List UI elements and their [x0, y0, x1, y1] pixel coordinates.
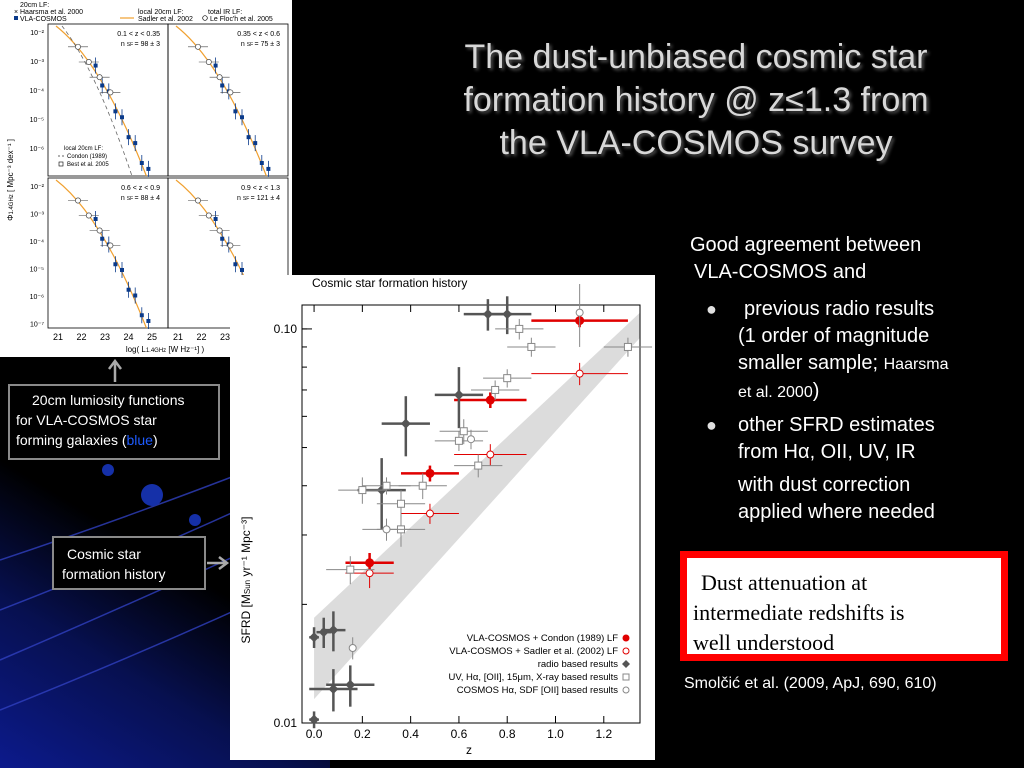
lf-xtick: 22 — [196, 332, 207, 342]
sfrd-ytick-label: 0.01 — [273, 716, 297, 730]
sfrd-xtick-label: 0.4 — [402, 727, 419, 741]
sfrd-callout — [52, 536, 206, 590]
callout-line: forming galaxies (blue) — [16, 432, 158, 448]
lf-xtick: 21 — [52, 332, 64, 342]
bullet-list — [690, 232, 1000, 526]
sfrd-ytick-label: 0.10 — [273, 321, 297, 336]
highlight-box — [680, 551, 1008, 661]
lf-xtick: 21 — [172, 332, 184, 342]
lf-panel-redshift: 0.6 < z < 0.9 — [121, 185, 160, 192]
lf-ylabel: Φ1.4GHz [ Mpc⁻³ dex⁻¹ ] — [6, 139, 15, 221]
lf-ytick: 10⁻³ — [30, 59, 44, 66]
lf-panel-count: n SF = 88 ± 4 — [120, 195, 160, 202]
callout-line: 20cm lumiosity functions — [32, 392, 185, 408]
bullet-continuation: with dust correction applied where needed — [738, 474, 935, 523]
sfrd-xtick-label: 1.0 — [547, 727, 564, 741]
citation: Smolčić et al. (2009, ApJ, 690, 610) — [684, 675, 937, 692]
arrow-up-icon — [109, 361, 121, 382]
lf-panel-redshift: 0.9 < z < 1.3 — [241, 185, 280, 192]
bullet-item: ● previous radio results (1 order of magnitude smaller sample; Haarsma et al. 2000) — [706, 298, 949, 402]
lf-legend-lefloch: Le Floc'h et al. 2005 — [210, 16, 273, 23]
bullet-dot-icon: ● — [706, 299, 717, 319]
lf-legend-sadler: Sadler et al. 2002 — [138, 16, 193, 23]
lf-panel-count: n SF = 98 ± 3 — [120, 41, 160, 48]
blue-highlight: blue — [126, 432, 153, 448]
lf-legend-haarsma: Haarsma et al. 2000 — [20, 9, 84, 16]
bullet-item: ● other SFRD estimates from Hα, OII, UV, IR — [706, 414, 935, 463]
lf-inner-legend-condon: Condon (1989) — [67, 154, 108, 160]
slide-title-line: the VLA-COSMOS survey — [499, 124, 893, 162]
highlight-text: Dust attenuation at intermediate redshifts is well understood — [687, 558, 1001, 654]
sfrd-xtick-label: 0.6 — [450, 727, 468, 741]
sfrd-xtick-label: 0.2 — [354, 727, 371, 741]
slide-title-line: The dust-unbiased cosmic star — [464, 38, 928, 76]
slide-title-line: formation history @ z≤1.3 from — [463, 81, 929, 119]
sfrd-legend-label: COSMOS Hα, SDF [OII] based results — [456, 685, 618, 696]
lf-panel-redshift: 0.1 < z < 0.35 — [117, 31, 160, 38]
lf-xtick: 23 — [219, 332, 231, 342]
sfrd-xtick-label: 0.0 — [305, 727, 323, 741]
lf-ytick: 10⁻⁶ — [29, 294, 44, 301]
lf-ytick: 10⁻⁷ — [29, 321, 44, 329]
sfrd-legend-label: UV, Hα, [OII], 15μm, X-ray based results — [448, 672, 618, 683]
lf-xtick: 25 — [146, 332, 158, 342]
callout-line: for VLA-COSMOS star — [16, 412, 157, 428]
sfrd-ylabel: SFRD [MSun yr⁻¹ Mpc⁻³] — [239, 516, 253, 644]
lf-ytick: 10⁻² — [30, 30, 44, 37]
sfrd-xtick-label: 0.8 — [498, 727, 516, 741]
lf-panel-count: n SF = 121 ± 4 — [237, 195, 280, 202]
lf-ytick: 10⁻⁶ — [29, 146, 44, 153]
bullet-intro: Good agreement between VLA-COSMOS and — [690, 234, 922, 283]
sfrd-xlabel: z — [466, 743, 472, 757]
lf-legend-ir: total IR LF: — [208, 9, 243, 16]
lf-ytick: 10⁻⁵ — [29, 266, 44, 274]
lf-ytick: 10⁻⁵ — [29, 117, 44, 124]
lf-ytick: 10⁻⁴ — [29, 88, 44, 95]
arrow-right-icon — [207, 557, 227, 569]
lf-legend-local: local 20cm LF: — [138, 9, 184, 16]
lf-inner-legend-title: local 20cm LF: — [64, 146, 104, 152]
lf-legend-vla: VLA-COSMOS — [20, 16, 67, 23]
lf-xtick: 24 — [123, 332, 134, 342]
sfrd-legend-label: radio based results — [537, 659, 618, 670]
sfrd-legend-label: VLA-COSMOS + Sadler et al. (2002) LF — [449, 646, 618, 657]
lf-panel-count: n SF = 75 ± 3 — [240, 41, 280, 48]
lf-xlabel: log( L1.4GHz [W Hz⁻¹] ) — [125, 345, 205, 354]
lf-ytick: 10⁻² — [30, 184, 44, 191]
bullet-dot-icon: ● — [706, 415, 717, 435]
lf-xtick: 23 — [99, 332, 111, 342]
lf-legend-title: 20cm LF: — [20, 2, 50, 9]
callout-line: Cosmic star — [67, 546, 141, 562]
lf-inner-legend-best: Best et al. 2005 — [67, 162, 109, 168]
lf-ytick: 10⁻³ — [30, 211, 44, 219]
callout-line: formation history — [62, 566, 166, 582]
lf-callout — [8, 384, 220, 460]
lf-ytick: 10⁻⁴ — [29, 239, 44, 246]
lf-xtick: 22 — [76, 332, 87, 342]
haarsma-marker-icon: × — [14, 9, 19, 16]
lf-panel-redshift: 0.35 < z < 0.6 — [237, 31, 280, 38]
sfrd-xtick-label: 1.2 — [595, 727, 613, 741]
sfrd-chart-title: Cosmic star formation history — [312, 276, 468, 290]
sfrd-legend-label: VLA-COSMOS + Condon (1989) LF — [466, 633, 618, 644]
